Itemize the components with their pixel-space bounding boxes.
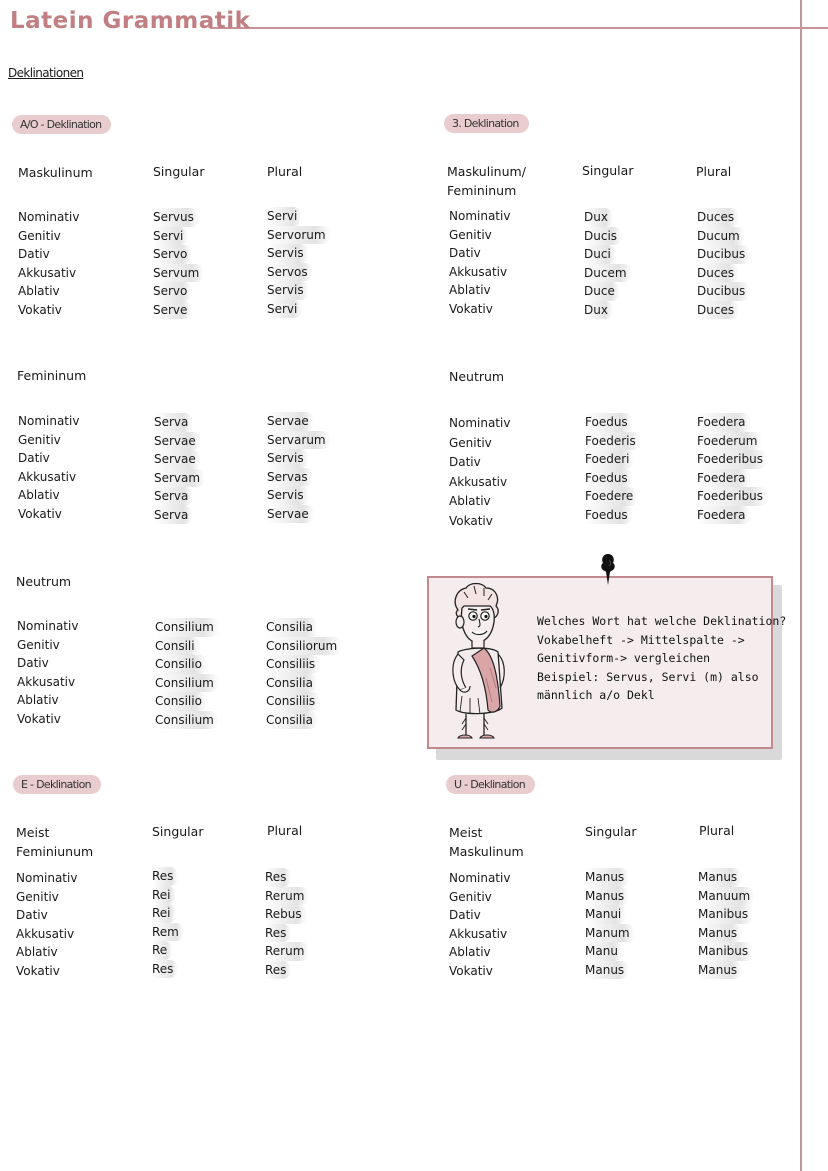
singular-form: Manu	[585, 942, 623, 961]
plural-form: Duces	[697, 208, 739, 227]
case-label: Vokativ	[449, 963, 493, 978]
roman-figure-icon	[440, 578, 520, 750]
plural-form: Rebus	[265, 905, 307, 924]
case-label: Dativ	[16, 908, 48, 922]
d3-mask-header-singular: Singular	[582, 163, 634, 178]
singular-form: Rei	[152, 904, 176, 923]
plural-form: Servi	[267, 207, 302, 226]
singular-form: Rem	[152, 923, 184, 942]
case-label: Ablativ	[449, 945, 491, 959]
plural-form: Consiliis	[266, 692, 320, 711]
singular-form: Duce	[584, 282, 620, 301]
u-header-plural: Plural	[699, 823, 735, 838]
case-label: Akkusativ	[449, 264, 508, 279]
singular-form: Consili	[155, 637, 200, 656]
plural-form: Servae	[267, 412, 314, 431]
case-label: Genitiv	[449, 889, 492, 904]
case-label: Genitiv	[449, 227, 492, 242]
case-label: Ablativ	[449, 283, 491, 297]
singular-form: Servus	[153, 208, 199, 227]
d3-neut-title: Neutrum	[449, 369, 505, 384]
singular-form: Servo	[153, 282, 192, 301]
plural-form: Foederum	[697, 432, 762, 451]
third-declension-label: 3. Deklination	[444, 114, 529, 133]
singular-form: Foedere	[585, 487, 638, 506]
ao-neut-plural	[266, 618, 342, 729]
plural-form: Consilia	[266, 618, 318, 637]
u-plural	[698, 868, 755, 979]
case-label: Akkusativ	[17, 674, 76, 689]
ao-mask-plural	[267, 207, 331, 318]
plural-form: Manus	[698, 868, 742, 887]
singular-form: Serva	[154, 506, 193, 525]
plural-form: Servis	[267, 281, 309, 300]
plural-form: Servos	[267, 263, 313, 282]
case-label: Dativ	[18, 247, 50, 261]
singular-form: Serva	[154, 487, 193, 506]
plural-form: Servorum	[267, 226, 331, 245]
e-declension-label: E - Deklination	[13, 775, 101, 794]
singular-form: Re	[152, 941, 172, 960]
note-line: Beispiel: Servus, Servi (m) also	[537, 669, 759, 684]
case-label: Akkusativ	[449, 474, 508, 489]
case-label: Dativ	[17, 656, 49, 670]
e-header-plural: Plural	[267, 823, 303, 838]
singular-form: Rei	[152, 886, 176, 905]
plural-form: Ducibus	[697, 282, 750, 301]
page-subtitle: Deklinationen	[8, 66, 84, 80]
plural-form: Foederibus	[697, 487, 768, 506]
e-singular	[152, 867, 184, 978]
plural-form: Servis	[267, 244, 309, 263]
note-line: Genitivform-> vergleichen	[537, 651, 711, 665]
plural-form: Res	[265, 868, 291, 887]
plural-form: Manuum	[698, 887, 755, 906]
ao-mask-header-singular: Singular	[153, 164, 205, 179]
case-label: Vokativ	[17, 711, 61, 726]
singular-form: Manum	[585, 924, 635, 943]
case-label: Vokativ	[18, 506, 62, 521]
case-label: Dativ	[18, 451, 50, 465]
plural-form: Consilia	[266, 711, 318, 730]
singular-form: Serva	[154, 413, 193, 432]
d3-mask-header-gender: Maskulinum/ Femininum	[447, 164, 526, 198]
e-header-gender: Meist Feminiunum	[16, 825, 94, 859]
plural-form: Duces	[697, 264, 739, 283]
case-label: Dativ	[449, 246, 481, 260]
singular-form: Servum	[153, 264, 204, 283]
ao-mask-cases	[18, 208, 79, 319]
singular-form: Servam	[154, 469, 205, 488]
page-title: Latein Grammatik	[10, 8, 251, 34]
title-rule	[210, 27, 828, 29]
d3-neut-plural	[697, 413, 768, 524]
plural-form: Ducibus	[697, 245, 750, 264]
singular-form: Consilium	[155, 711, 219, 730]
e-header-singular: Singular	[152, 824, 204, 839]
plural-form: Res	[265, 961, 291, 980]
singular-form: Manus	[585, 887, 629, 906]
singular-form: Serve	[153, 301, 192, 320]
ao-fem-singular	[154, 413, 205, 524]
singular-form: Consilio	[155, 655, 207, 674]
case-label: Nominativ	[17, 619, 79, 633]
singular-form: Servae	[154, 432, 201, 451]
singular-form: Manus	[585, 868, 629, 887]
singular-form: Manui	[585, 905, 626, 924]
ao-neut-singular	[155, 618, 219, 729]
singular-form: Foedus	[585, 506, 633, 525]
singular-form: Servi	[153, 227, 188, 246]
case-label: Akkusativ	[16, 926, 75, 941]
case-label: Nominativ	[449, 209, 511, 223]
ao-neut-cases	[17, 617, 78, 728]
case-label: Ablativ	[449, 494, 491, 509]
case-label: Dativ	[449, 908, 481, 922]
case-label: Vokativ	[18, 302, 62, 317]
plural-form: Foedera	[697, 506, 751, 525]
plural-form: Foedera	[697, 469, 751, 488]
singular-form: Servae	[154, 450, 201, 469]
plural-form: Rerum	[265, 887, 309, 906]
d3-neut-cases	[449, 414, 510, 532]
plural-form: Foederibus	[697, 450, 768, 469]
singular-form: Res	[152, 960, 178, 979]
plural-form: Servarum	[267, 431, 331, 450]
case-label: Ablativ	[16, 945, 58, 959]
case-label: Genitiv	[449, 435, 492, 450]
case-label: Vokativ	[16, 963, 60, 978]
singular-form: Duci	[584, 245, 616, 264]
case-label: Genitiv	[18, 228, 61, 243]
ao-fem-cases	[18, 412, 79, 523]
u-header-singular: Singular	[585, 824, 637, 839]
singular-form: Foedus	[585, 469, 633, 488]
case-label: Akkusativ	[449, 926, 508, 941]
u-header-gender: Meist Maskulinum	[449, 825, 524, 859]
plural-form: Servi	[267, 300, 302, 319]
case-label: Akkusativ	[18, 469, 77, 484]
singular-form: Dux	[584, 301, 613, 320]
singular-form: Consilium	[155, 674, 219, 693]
case-label: Genitiv	[16, 889, 59, 904]
u-declension-label: U - Deklination	[446, 775, 535, 794]
singular-form: Dux	[584, 208, 613, 227]
d3-mask-header-plural: Plural	[696, 164, 732, 179]
ao-fem-plural	[267, 412, 331, 523]
case-label: Nominativ	[449, 871, 511, 885]
ao-fem-title: Femininum	[17, 368, 87, 383]
singular-form: Ducem	[584, 264, 632, 283]
plural-form: Res	[265, 924, 291, 943]
plural-form: Manibus	[698, 942, 753, 961]
d3-neut-singular	[585, 413, 641, 524]
e-plural	[265, 868, 309, 979]
singular-form: Foedus	[585, 413, 633, 432]
singular-form: Manus	[585, 961, 629, 980]
d3-mask-singular	[584, 208, 632, 319]
e-cases	[16, 869, 77, 980]
plural-form: Consiliis	[266, 655, 320, 674]
note-text	[537, 612, 786, 705]
case-label: Ablativ	[17, 693, 59, 707]
case-label: Nominativ	[18, 210, 80, 224]
pin-icon	[597, 552, 619, 588]
case-label: Genitiv	[17, 637, 60, 652]
case-label: Vokativ	[449, 301, 493, 316]
singular-form: Consilium	[155, 618, 219, 637]
case-label: Ablativ	[18, 284, 60, 298]
d3-mask-cases	[449, 207, 510, 318]
case-label: Nominativ	[16, 871, 78, 885]
singular-form: Foederi	[585, 450, 634, 469]
plural-form: Foedera	[697, 413, 751, 432]
case-label: Vokativ	[449, 513, 493, 528]
singular-form: Ducis	[584, 227, 622, 246]
u-cases	[449, 869, 510, 980]
plural-form: Ducum	[697, 227, 745, 246]
plural-form: Servis	[267, 486, 309, 505]
plural-form: Servis	[267, 449, 309, 468]
singular-form: Servo	[153, 245, 192, 264]
d3-mask-plural	[697, 208, 750, 319]
plural-form: Servas	[267, 468, 313, 487]
note-line: männlich a/o Dekl	[537, 688, 655, 702]
singular-form: Foederis	[585, 432, 641, 451]
plural-form: Duces	[697, 301, 739, 320]
ao-declension-label: A/O - Deklination	[12, 115, 111, 134]
u-singular	[585, 868, 635, 979]
note-line: Welches Wort hat welche Deklination?	[537, 614, 787, 628]
case-label: Akkusativ	[18, 265, 77, 280]
margin-rule	[800, 0, 802, 1171]
ao-mask-header-plural: Plural	[267, 164, 303, 179]
case-label: Ablativ	[18, 488, 60, 502]
plural-form: Rerum	[265, 942, 309, 961]
plural-form: Manus	[698, 924, 742, 943]
plural-form: Manus	[698, 961, 742, 980]
plural-form: Manibus	[698, 905, 753, 924]
singular-form: Res	[152, 867, 178, 886]
ao-mask-header-gender: Maskulinum	[18, 165, 93, 180]
case-label: Nominativ	[449, 416, 511, 430]
plural-form: Consilia	[266, 674, 318, 693]
case-label: Nominativ	[18, 414, 80, 428]
singular-form: Consilio	[155, 692, 207, 711]
case-label: Dativ	[449, 455, 481, 470]
case-label: Genitiv	[18, 432, 61, 447]
plural-form: Consiliorum	[266, 637, 342, 656]
note-line: Vokabelheft -> Mittelspalte ->	[537, 632, 745, 647]
ao-neut-title: Neutrum	[16, 574, 72, 589]
ao-mask-singular	[153, 208, 204, 319]
plural-form: Servae	[267, 505, 314, 524]
